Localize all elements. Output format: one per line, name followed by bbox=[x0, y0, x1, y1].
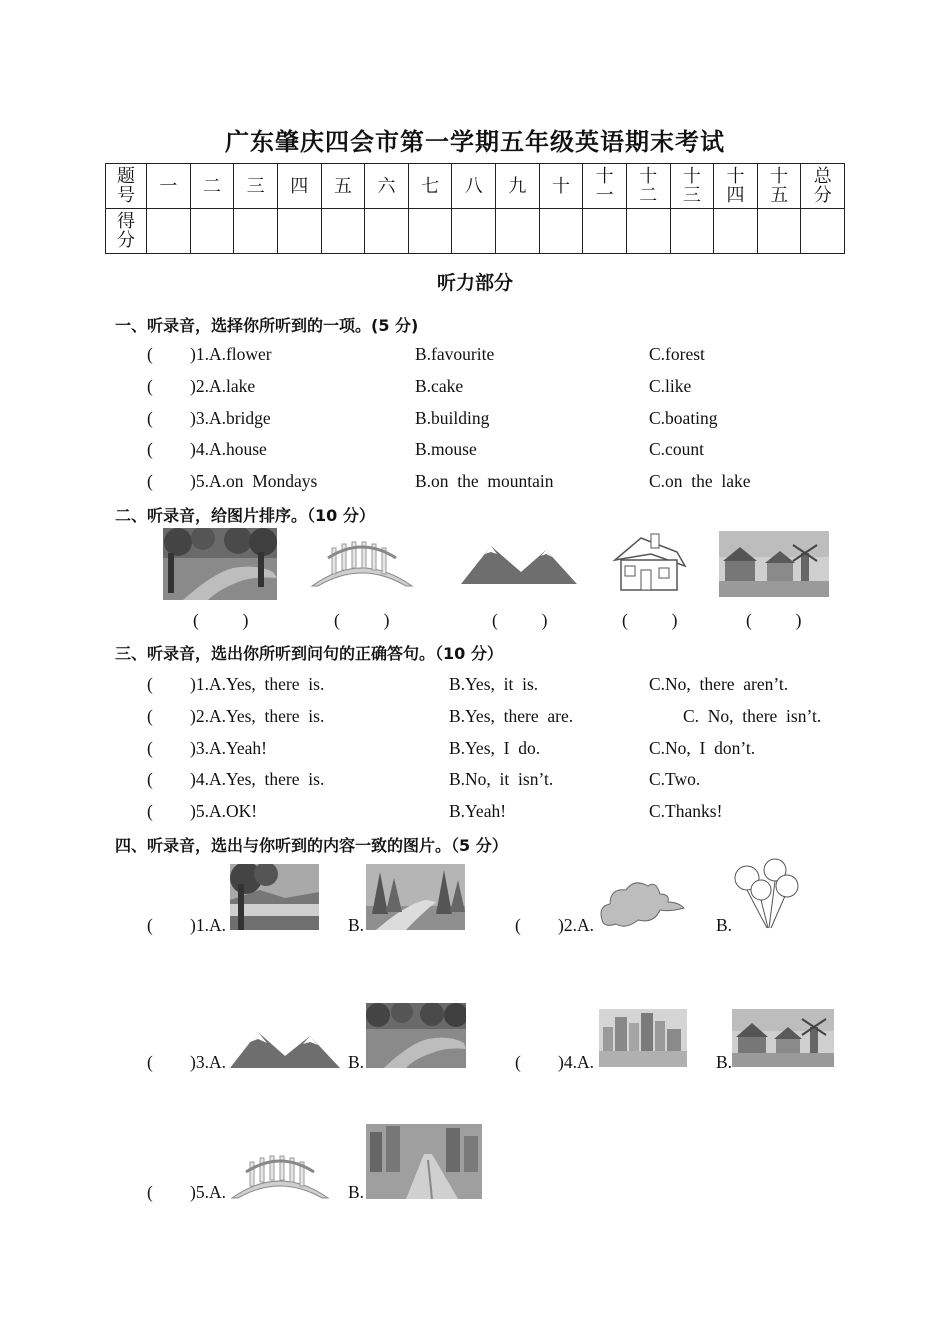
option-b: B.cake bbox=[415, 376, 464, 396]
option-c: C.No, I don’t. bbox=[649, 738, 756, 758]
header-cell: 十 四 bbox=[714, 164, 758, 209]
section1-heading: 一、听录音，选择你所听到的一项。(5 分) bbox=[115, 316, 419, 335]
q2a-cloud-picture bbox=[598, 876, 686, 930]
header-cell: 九 bbox=[496, 164, 540, 209]
answer-paren[interactable]: ( bbox=[147, 344, 153, 364]
score-cell[interactable] bbox=[539, 209, 583, 254]
option-b: B.Yeah! bbox=[449, 801, 507, 821]
answer-paren[interactable]: ( bbox=[147, 1052, 153, 1072]
score-table-header-row bbox=[106, 164, 845, 209]
option-a: )4.A.Yes, there is. bbox=[190, 769, 325, 789]
option-b: B.No, it isn’t. bbox=[449, 769, 554, 789]
answer-paren[interactable]: ( bbox=[147, 674, 153, 694]
q2b-flowers-picture bbox=[727, 856, 799, 930]
house-picture bbox=[611, 532, 689, 594]
score-cell[interactable] bbox=[321, 209, 365, 254]
option-c: C.boating bbox=[649, 408, 718, 428]
section2-heading: 二、听录音，给图片排序。（10 分） bbox=[115, 506, 375, 525]
score-cell[interactable] bbox=[147, 209, 191, 254]
section4-heading: 四、听录音，选出与你听到的内容一致的图片。（5 分） bbox=[115, 836, 508, 855]
exam-title: 广东肇庆四会市第一学期五年级英语期末考试 bbox=[225, 128, 725, 156]
answer-paren[interactable]: ( bbox=[147, 408, 153, 428]
answer-paren[interactable]: ( bbox=[147, 439, 153, 459]
header-cell: 十 五 bbox=[757, 164, 801, 209]
option-c: C.count bbox=[649, 439, 704, 459]
score-cell[interactable] bbox=[714, 209, 758, 254]
option-a: )3.A.Yeah! bbox=[190, 738, 267, 758]
q3b-forest-path-picture bbox=[366, 1003, 466, 1068]
header-cell: 总 分 bbox=[801, 164, 845, 209]
option-b: B.favourite bbox=[415, 344, 495, 364]
header-cell: 六 bbox=[365, 164, 409, 209]
option-a: )3.A.bridge bbox=[190, 408, 271, 428]
option-b: B.Yes, I do. bbox=[449, 738, 541, 758]
header-cell: 七 bbox=[408, 164, 452, 209]
bridge-picture bbox=[310, 540, 414, 588]
answer-paren[interactable]: ( bbox=[147, 706, 153, 726]
score-cell[interactable] bbox=[583, 209, 627, 254]
forest-path-picture bbox=[163, 528, 277, 600]
option-a: )2.A.lake bbox=[190, 376, 256, 396]
option-a: )1.A.flower bbox=[190, 344, 272, 364]
option-c: C.No, there aren’t. bbox=[649, 674, 789, 694]
score-cell[interactable] bbox=[190, 209, 234, 254]
order-blank[interactable]: ( ) bbox=[193, 610, 249, 630]
option-c: C. No, there isn’t. bbox=[683, 706, 822, 726]
q1b-forest-river-picture bbox=[366, 864, 465, 930]
option-b: B. bbox=[716, 915, 733, 935]
score-cell[interactable] bbox=[757, 209, 801, 254]
header-cell: 四 bbox=[277, 164, 321, 209]
answer-paren[interactable]: ( bbox=[147, 801, 153, 821]
village-picture bbox=[719, 531, 829, 597]
q4b-village-picture bbox=[732, 1009, 834, 1067]
score-cell[interactable] bbox=[408, 209, 452, 254]
header-cell: 八 bbox=[452, 164, 496, 209]
score-cell[interactable] bbox=[496, 209, 540, 254]
option-a: )5.A. bbox=[190, 1182, 226, 1202]
score-cell[interactable] bbox=[626, 209, 670, 254]
order-blank[interactable]: ( ) bbox=[334, 610, 390, 630]
option-b: B. bbox=[348, 915, 365, 935]
option-c: C.like bbox=[649, 376, 692, 396]
option-b: B. bbox=[716, 1052, 733, 1072]
answer-paren[interactable]: ( bbox=[515, 915, 521, 935]
option-b: B.on the mountain bbox=[415, 471, 554, 491]
q1a-lake-tree-picture bbox=[230, 864, 319, 930]
answer-paren[interactable]: ( bbox=[147, 376, 153, 396]
option-c: C.forest bbox=[649, 344, 705, 364]
score-cell[interactable] bbox=[801, 209, 845, 254]
q3a-mountains-picture bbox=[230, 1030, 340, 1068]
header-cell: 一 bbox=[147, 164, 191, 209]
header-cell: 十 一 bbox=[583, 164, 627, 209]
option-b: B.Yes, there are. bbox=[449, 706, 574, 726]
answer-paren[interactable]: ( bbox=[147, 1182, 153, 1202]
option-a: )1.A. bbox=[190, 915, 226, 935]
score-label: 得 分 bbox=[106, 209, 147, 254]
score-cell[interactable] bbox=[452, 209, 496, 254]
header-cell: 十 bbox=[539, 164, 583, 209]
q5a-bridge-picture bbox=[230, 1152, 330, 1200]
order-blank[interactable]: ( ) bbox=[492, 610, 548, 630]
option-b: B. bbox=[348, 1052, 365, 1072]
score-table-score-row bbox=[106, 209, 845, 254]
q5b-city-road-picture bbox=[366, 1124, 482, 1199]
option-a: )5.A.OK! bbox=[190, 801, 258, 821]
option-b: B.building bbox=[415, 408, 490, 428]
header-cell: 十 三 bbox=[670, 164, 714, 209]
option-a: )2.A. bbox=[558, 915, 594, 935]
order-blank[interactable]: ( ) bbox=[746, 610, 802, 630]
option-c: C.Thanks! bbox=[649, 801, 723, 821]
option-a: )1.A.Yes, there is. bbox=[190, 674, 325, 694]
option-a: )4.A.house bbox=[190, 439, 267, 459]
option-b: B.Yes, it is. bbox=[449, 674, 539, 694]
option-c: C.on the lake bbox=[649, 471, 751, 491]
listening-section-title: 听力部分 bbox=[436, 272, 513, 294]
answer-paren[interactable]: ( bbox=[147, 738, 153, 758]
score-table bbox=[105, 163, 845, 254]
option-c: C.Two. bbox=[649, 769, 701, 789]
order-blank[interactable]: ( ) bbox=[622, 610, 678, 630]
section3-heading: 三、听录音，选出你所听到问句的正确答句。（10 分） bbox=[115, 644, 503, 663]
option-a: )2.A.Yes, there is. bbox=[190, 706, 325, 726]
option-b: B. bbox=[348, 1182, 365, 1202]
answer-paren[interactable]: ( bbox=[515, 1052, 521, 1072]
option-a: )4.A. bbox=[558, 1052, 594, 1072]
header-cell: 三 bbox=[234, 164, 278, 209]
option-a: )5.A.on Mondays bbox=[190, 471, 318, 491]
header-cell: 十 二 bbox=[626, 164, 670, 209]
option-a: )3.A. bbox=[190, 1052, 226, 1072]
option-b: B.mouse bbox=[415, 439, 477, 459]
score-cell[interactable] bbox=[365, 209, 409, 254]
header-label: 题 号 bbox=[106, 164, 147, 209]
score-cell[interactable] bbox=[670, 209, 714, 254]
header-cell: 二 bbox=[190, 164, 234, 209]
answer-paren[interactable]: ( bbox=[147, 915, 153, 935]
q4a-city-picture bbox=[599, 1009, 687, 1067]
mountains-picture bbox=[461, 542, 577, 584]
answer-paren[interactable]: ( bbox=[147, 769, 153, 789]
header-cell: 五 bbox=[321, 164, 365, 209]
answer-paren[interactable]: ( bbox=[147, 471, 153, 491]
score-cell[interactable] bbox=[277, 209, 321, 254]
score-cell[interactable] bbox=[234, 209, 278, 254]
